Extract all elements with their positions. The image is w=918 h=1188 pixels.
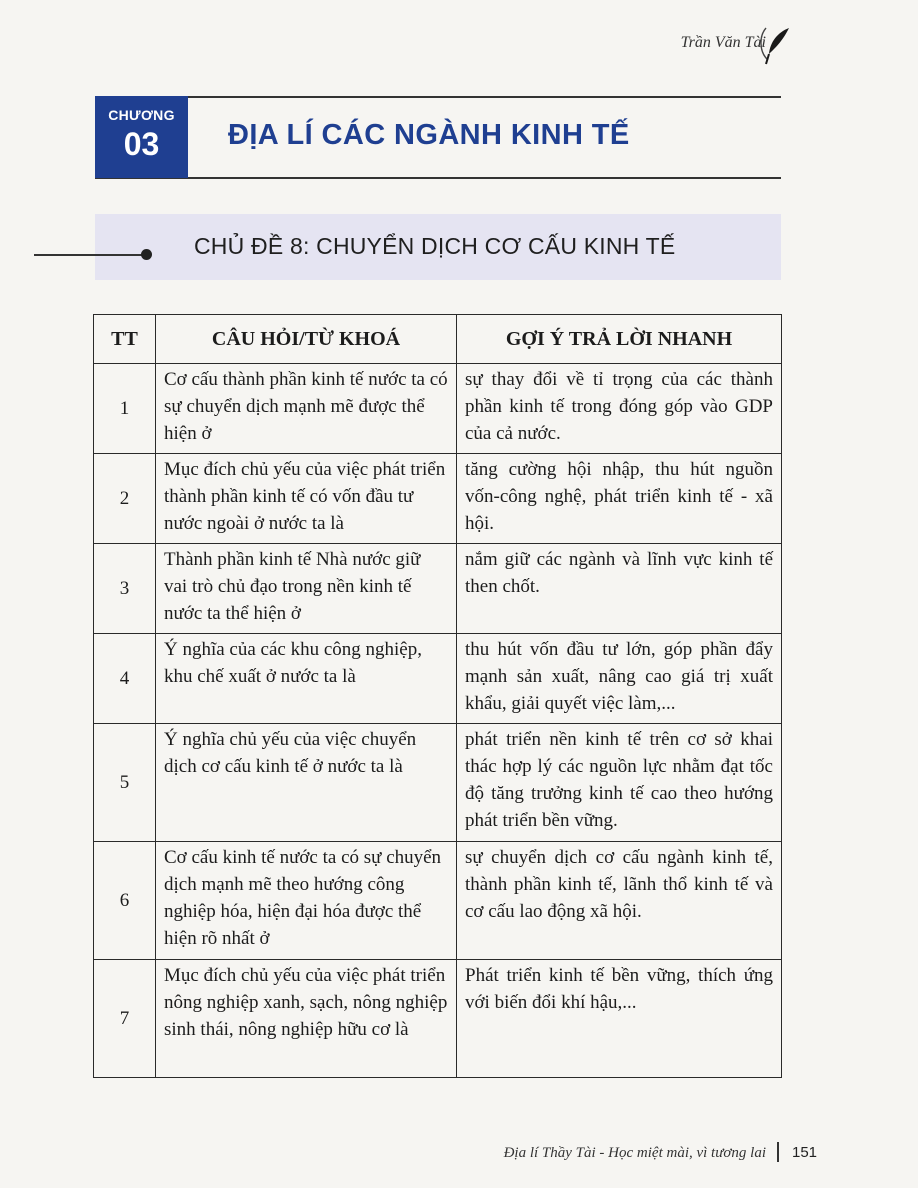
row-question: Cơ cấu kinh tế nước ta có sự chuyển dịch mạnh mẽ theo hướng công nghiệp hóa, hiện đại hóa được thể hiện rõ nhất ở: [156, 842, 457, 960]
author-name: Trần Văn Tài: [680, 34, 766, 51]
row-question: Thành phần kinh tế Nhà nước giữ vai trò chủ đạo trong nền kinh tế nước ta thể hiện ở: [156, 544, 457, 634]
row-answer: tăng cường hội nhập, thu hút nguồn vốn-công nghệ, phát triển kinh tế - xã hội.: [457, 454, 782, 544]
row-answer: sự chuyển dịch cơ cấu ngành kinh tế, thành phần kinh tế, lãnh thổ kinh tế và cơ cấu lao động xã hội.: [457, 842, 782, 960]
table-row: [94, 454, 782, 544]
row-question: Cơ cấu thành phần kinh tế nước ta có sự chuyển dịch mạnh mẽ được thể hiện ở: [156, 364, 457, 454]
topic-title: CHỦ ĐỀ 8: CHUYỂN DỊCH CƠ CẤU KINH TẾ: [194, 233, 676, 259]
row-answer: thu hút vốn đầu tư lớn, góp phần đẩy mạnh sản xuất, nâng cao giá trị xuất khẩu, giải quyết việc làm,...: [457, 634, 782, 724]
row-question: Mục đích chủ yếu của việc phát triển nông nghiệp xanh, sạch, nông nghiệp sinh thái, nông nghiệp hữu cơ là: [156, 960, 457, 1078]
row-answer: sự thay đổi về tỉ trọng của các thành phần kinh tế trong đóng góp vào GDP của cả nước.: [457, 364, 782, 454]
row-question: Ý nghĩa chủ yếu của việc chuyển dịch cơ cấu kinh tế ở nước ta là: [156, 724, 457, 842]
header-tt: TT: [94, 315, 156, 364]
qa-table: [93, 314, 782, 1078]
row-number: 1: [94, 364, 156, 454]
table-row: [94, 364, 782, 454]
chapter-badge: [95, 96, 188, 178]
quill-icon: [756, 22, 792, 66]
table-row: [94, 634, 782, 724]
footer-separator: [777, 1142, 779, 1162]
row-number: 7: [94, 960, 156, 1078]
row-question: Ý nghĩa của các khu công nghiệp, khu chế xuất ở nước ta là: [156, 634, 457, 724]
table-header-row: [94, 315, 782, 364]
chapter-bottom-rule: [95, 177, 781, 179]
chapter-title: ĐỊA LÍ CÁC NGÀNH KINH TẾ: [228, 119, 630, 151]
row-answer: phát triển nền kinh tế trên cơ sở khai thác hợp lý các nguồn lực nhằm đạt tốc độ tăng trưởng kinh tế cao theo hướng phát triển bền vững.: [457, 724, 782, 842]
row-question: Mục đích chủ yếu của việc phát triển thành phần kinh tế có vốn đầu tư nước ngoài ở nước ta là: [156, 454, 457, 544]
row-number: 4: [94, 634, 156, 724]
table-row: [94, 724, 782, 842]
topic-bullet-dot: [141, 249, 152, 260]
row-number: 2: [94, 454, 156, 544]
table-row: [94, 544, 782, 634]
header-answer: GỢI Ý TRẢ LỜI NHANH: [457, 315, 782, 364]
chapter-top-rule: [95, 96, 781, 98]
topic-line: [34, 254, 146, 256]
footer-tagline: Địa lí Thầy Tài - Học miệt mài, vì tương lai: [503, 1145, 766, 1161]
row-answer: nắm giữ các ngành và lĩnh vực kinh tế then chốt.: [457, 544, 782, 634]
page-number: 151: [792, 1144, 818, 1161]
row-answer: Phát triển kinh tế bền vững, thích ứng với biến đổi khí hậu,...: [457, 960, 782, 1078]
chapter-number: 03: [123, 126, 160, 162]
row-number: 3: [94, 544, 156, 634]
header-question: CÂU HỎI/TỪ KHOÁ: [156, 315, 457, 364]
table-row: [94, 960, 782, 1078]
row-number: 6: [94, 842, 156, 960]
chapter-label: CHƯƠNG: [108, 107, 175, 123]
table-row: [94, 842, 782, 960]
row-number: 5: [94, 724, 156, 842]
